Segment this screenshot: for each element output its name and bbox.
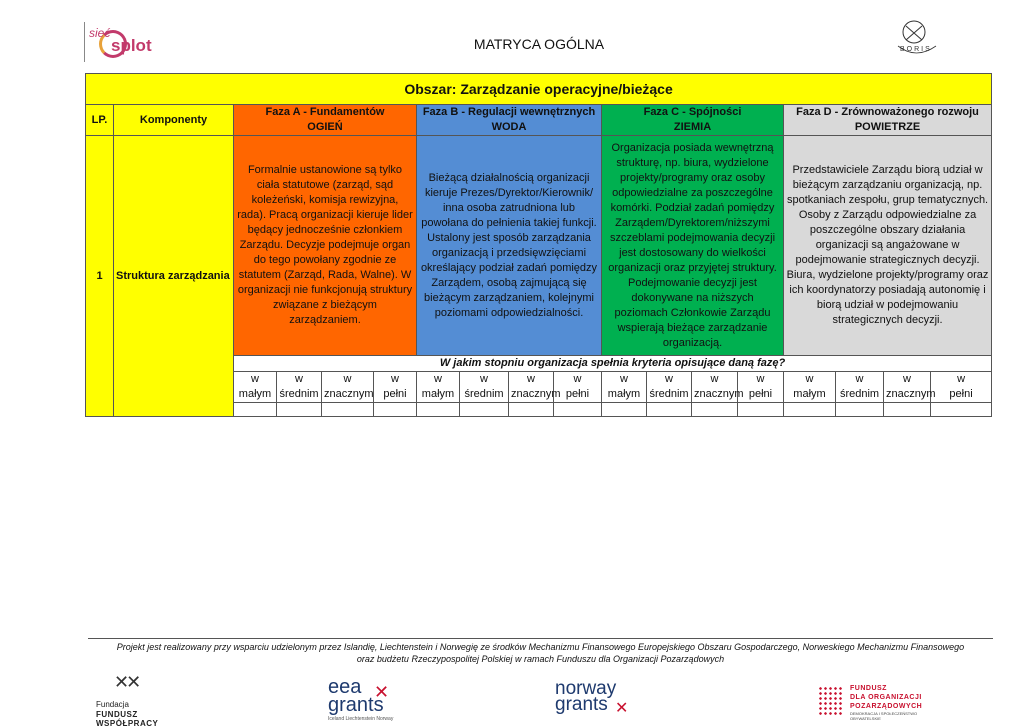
- eea-swirl-icon: ✕: [374, 682, 390, 702]
- phase-a-header: [234, 105, 417, 136]
- score-cell[interactable]: [884, 403, 931, 417]
- logo2-line1: eea: [328, 676, 362, 698]
- eea-grants-logo: [328, 676, 398, 724]
- logo-splot-text: splot: [111, 36, 152, 55]
- score-cell[interactable]: [602, 403, 647, 417]
- phase-a-name: Faza A - Fundamentów: [265, 106, 385, 118]
- phase-c-header: [602, 105, 784, 136]
- score-cell[interactable]: [784, 403, 836, 417]
- logo4-small: DEMOKRACJA I SPOŁECZEŃSTWO OBYWATELSKIE: [850, 711, 918, 721]
- norway-swirl-icon: ✕: [615, 700, 629, 717]
- assessment-question: W jakim stopniu organizacja spełnia kryteria opisujące daną fazę?: [234, 356, 992, 372]
- phase-b-description: Bieżącą działalnością organizacji kieruje Prezes/Dyrektor/Kierownik/ inna osoba zatrudniona lub powołana do pełnienia takiej funkcji. Ustalony jest sposób zarządzania organizacją i przedsięwzięciami określający podział zadań pomiędzy Zarządem, osobą zajmującą się bieżącym zarządzaniem, kolejnymi poziomami odpowiedzialności.: [417, 136, 602, 356]
- score-cell[interactable]: [836, 403, 884, 417]
- logo2-line2: grants: [328, 694, 384, 716]
- phase-a-description: Formalnie ustanowione są tylko ciała statutowe (zarząd, sąd koleżeński, komisja rewizyjna, rada). Pracą organizacji kieruje lider będący jednocześnie członkiem Zarządu. Decyzje podejmuje organ do tego powołany zgodnie ze statutem (Zarząd, Rada, Walne). W organizacji nie funkcjonują struktury związane z bieżącym zarządzaniem.: [234, 136, 417, 356]
- boris-emblem-icon: [886, 16, 946, 62]
- scale-option: w małym: [234, 372, 277, 403]
- score-cell[interactable]: [509, 403, 554, 417]
- score-cell[interactable]: [374, 403, 417, 417]
- fundusz-ngo-logo: [818, 684, 936, 720]
- logo3-line1: norway: [555, 678, 617, 699]
- scale-option: w średnim: [277, 372, 322, 403]
- components-header: Komponenty: [114, 105, 234, 136]
- score-cell[interactable]: [460, 403, 509, 417]
- phase-d-element: POWIETRZE: [854, 121, 921, 133]
- funding-statement: [88, 641, 993, 665]
- phase-d-name: Faza D - Zrównoważonego rozwoju: [796, 106, 979, 118]
- norway-grants-logo: [555, 678, 635, 718]
- fundusz-wspolpracy-logo: [96, 670, 176, 728]
- scale-option: w pełni: [554, 372, 602, 403]
- maturity-matrix-table: [85, 73, 992, 417]
- score-cell[interactable]: [417, 403, 460, 417]
- phase-b-header: [417, 105, 602, 136]
- score-cell[interactable]: [234, 403, 277, 417]
- boris-logo-text: BORIS: [900, 46, 932, 53]
- footer-divider: [88, 638, 993, 639]
- phase-d-header: [784, 105, 992, 136]
- phase-d-description: Przedstawiciele Zarządu biorą udział w bieżącym zarządzaniu organizacją, np. spotkaniach zespołu, grup tematycznych. Osoby z Zarządu odpowiedzialne za poszczególne obszary działania organizacji są angażowane w podejmowanie strategicznych decyzji. Biura, wydzielone projekty/programy oraz ich koordynatorzy posiadają autonomię i biorą udział w podejmowaniu strategicznych decyzji.: [784, 136, 992, 356]
- lp-header: LP.: [86, 105, 114, 136]
- page-title: MATRYCA OGÓLNA: [473, 36, 605, 52]
- logo1-line1: Fundacja: [96, 700, 129, 709]
- logo-siec-text: sieć: [89, 26, 111, 40]
- phase-b-element: WODA: [491, 121, 527, 133]
- logo3-line2: grants: [555, 694, 608, 715]
- scale-option: w znacznym: [509, 372, 554, 403]
- phase-c-element: ZIEMIA: [673, 121, 712, 133]
- area-title: Obszar: Zarządzanie operacyjne/bieżące: [86, 74, 992, 105]
- scale-option: w średnim: [647, 372, 692, 403]
- logo1-line2: FUNDUSZ WSPÓŁPRACY: [96, 710, 159, 728]
- scale-option: w pełni: [738, 372, 784, 403]
- logo4-title: FUNDUSZ DLA ORGANIZACJI POZARZĄDOWYCH: [850, 685, 923, 710]
- scale-option: w pełni: [931, 372, 992, 403]
- boris-logo: [886, 16, 946, 62]
- scale-option: w małym: [417, 372, 460, 403]
- score-cell[interactable]: [322, 403, 374, 417]
- scale-option: w znacznym: [692, 372, 738, 403]
- scale-option: w pełni: [374, 372, 417, 403]
- component-name: Struktura zarządzania: [114, 136, 234, 417]
- score-cell[interactable]: [692, 403, 738, 417]
- scale-option: w małym: [784, 372, 836, 403]
- scale-option: w średnim: [460, 372, 509, 403]
- scale-option: w średnim: [836, 372, 884, 403]
- phase-a-element: OGIEŃ: [307, 121, 343, 133]
- score-cell[interactable]: [931, 403, 992, 417]
- funding-statement-line2: oraz budżetu Rzeczypospolitej Polskiej w ramach Funduszu dla Organizacji Pozarządowych: [356, 654, 725, 664]
- phase-b-name: Faza B - Regulacji wewnętrznych: [422, 106, 596, 118]
- scale-option: w znacznym: [884, 372, 931, 403]
- row-number: 1: [86, 136, 114, 417]
- funding-statement-line1: Projekt jest realizowany przy wsparciu udzielonym przez Islandię, Liechtenstein i Norwegię ze środków Mechanizmu Finansowego Europejskiego Obszaru Gospodarczego, Norweskiego Mechanizmu Finansowego: [116, 642, 965, 652]
- scale-option: w znacznym: [322, 372, 374, 403]
- score-cell[interactable]: [647, 403, 692, 417]
- phase-c-name: Faza C - Spójności: [643, 106, 742, 118]
- score-cell[interactable]: [554, 403, 602, 417]
- phase-c-description: Organizacja posiada wewnętrzną strukturę, np. biura, wydzielone projekty/programy oraz osoby odpowiedzialne za poszczególne komórki. Podział zadań pomiędzy Zarządem/Dyrektorem/niższymi szczeblami podejmowania decyzji jest dostosowany do wielkości organizacji oraz przyjętej struktury. Podejmowanie decyzji jest dokonywane na niższych poziomach Członkowie Zarządu wspierają bieżące zarządzanie organizacją.: [602, 136, 784, 356]
- fundusz-mark-icon: ✕✕: [114, 672, 139, 692]
- scale-option: w małym: [602, 372, 647, 403]
- logo2-small: Iceland Liechtenstein Norway: [328, 716, 394, 722]
- score-cell[interactable]: [738, 403, 784, 417]
- score-cell[interactable]: [277, 403, 322, 417]
- dot-grid-icon: [818, 686, 844, 716]
